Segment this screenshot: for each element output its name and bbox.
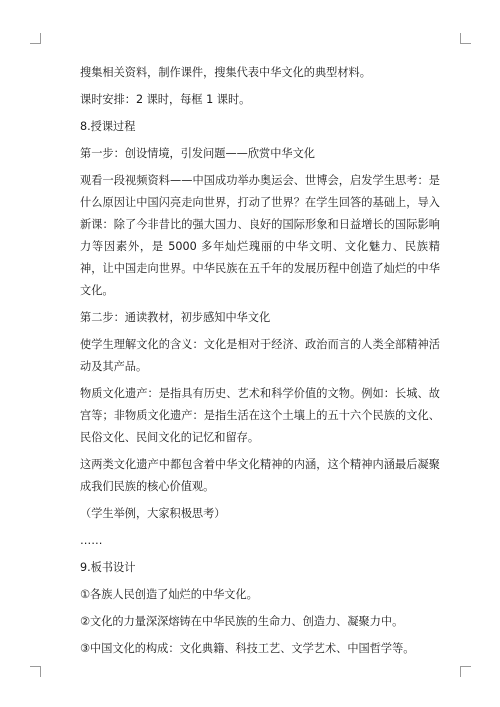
heading-teaching-process: 8.授课过程 [80, 120, 136, 133]
crop-mark-top-left [30, 33, 41, 44]
board-item-1: ①各族人民创造了灿烂的中华文化。 [80, 588, 258, 601]
paragraph-culture-definition: 使学生理解文化的含义：文化是相对于经济、政治而言的人类全部精神活动及其产品。 [80, 338, 440, 373]
paragraph-core-values: 这两类文化遗产中都包含着中华文化精神的内涵，这个精神内涵最后凝聚成我们民族的核心价值观。 [80, 458, 440, 493]
crop-mark-bottom-left [30, 666, 41, 677]
step-two-heading: 第二步：通读教材，初步感知中华文化 [80, 311, 271, 324]
paragraph-heritage: 物质文化遗产：是指具有历史、艺术和科学价值的文物。例如：长城、故宫等；非物质文化遗产：是指生活在这个土壤上的五十六个民族的文化、民俗文化、民间文化的记忆和留存。 [80, 387, 440, 444]
step-one-heading: 第一步：创设情境，引发问题——欣赏中华文化 [80, 147, 315, 160]
document-body [80, 62, 440, 660]
board-item-3: ③中国文化的构成：文化典籍、科技工艺、文学艺术、中国哲学等。 [80, 642, 415, 655]
paragraph-schedule: 课时安排：2 课时，每框 1 课时。 [80, 93, 251, 106]
crop-mark-top-right [460, 33, 471, 44]
paragraph-student-examples: （学生举例，大家积极思考） [80, 507, 226, 520]
board-item-2: ②文化的力量深深熔铸在中华民族的生命力、创造力、凝聚力中。 [80, 615, 404, 628]
heading-board-design: 9.板书设计 [80, 561, 136, 574]
crop-mark-bottom-right [460, 666, 471, 677]
paragraph-ellipsis: …… [80, 534, 103, 547]
paragraph-materials: 搜集相关资料，制作课件，搜集代表中华文化的典型材料。 [80, 66, 371, 79]
paragraph-video-intro: 观看一段视频资料——中国成功举办奥运会、世博会，启发学生思考：是什么原因让中国闪亮走向世界，打动了世界？在学生回答的基础上，导入新课：除了今非昔比的强大国力、良好的国际形象和日益增长的国际影响力等因素外，是 5000 多年灿烂瑰丽的中华文明、文化魅力、民族精神，让中国走向世界。中华民族在五千年的发展历程中创造了灿烂的中华文化。 [80, 174, 440, 297]
